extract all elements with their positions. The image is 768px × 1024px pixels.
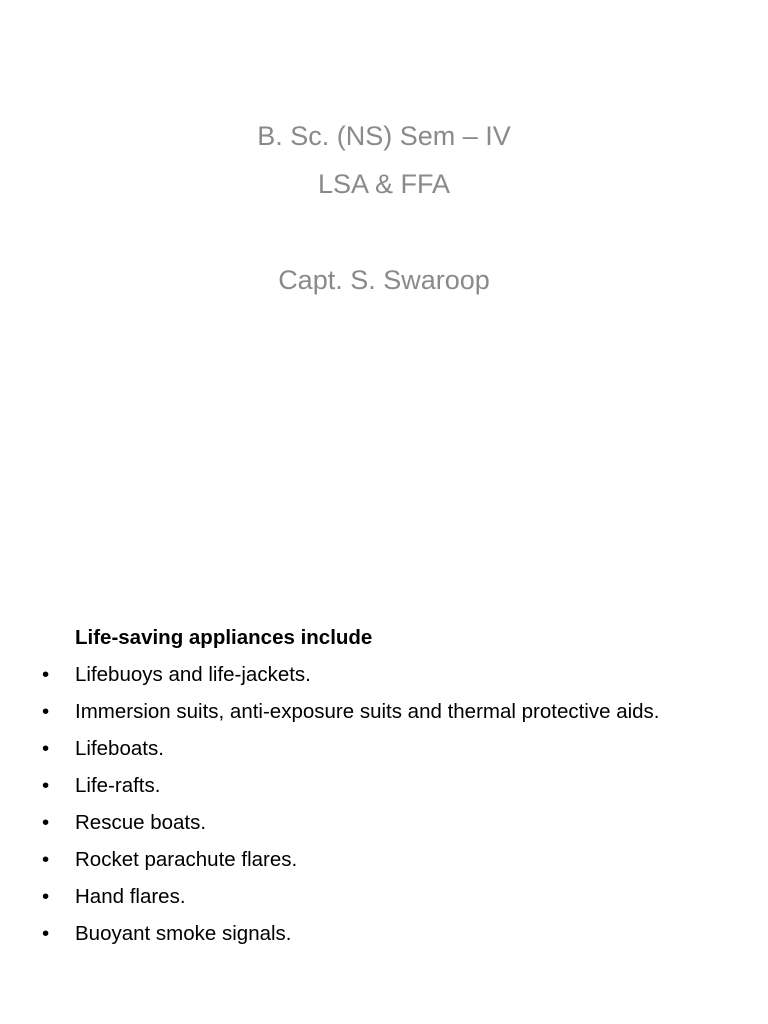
course-title: B. Sc. (NS) Sem – IV	[257, 121, 511, 151]
bullet-icon: •	[42, 811, 50, 834]
bullet-list	[42, 659, 732, 949]
title-slide	[0, 112, 768, 304]
content-slide	[42, 622, 732, 955]
list-item-text: Rocket parachute flares.	[75, 848, 298, 871]
list-item-text: Hand flares.	[75, 885, 186, 908]
title-spacer	[0, 208, 768, 256]
bullet-icon: •	[42, 848, 50, 871]
list-item-text: Immersion suits, anti-exposure suits and thermal protective aids.	[75, 700, 660, 723]
bullet-icon: •	[42, 885, 50, 908]
list-item	[42, 696, 732, 727]
list-item	[42, 918, 732, 949]
bullet-icon: •	[42, 663, 50, 686]
list-item	[42, 733, 732, 764]
bullet-icon: •	[42, 700, 50, 723]
bullet-icon: •	[42, 774, 50, 797]
list-item-text: Rescue boats.	[75, 811, 207, 834]
bullet-icon: •	[42, 737, 50, 760]
section-heading: Life-saving appliances include	[75, 626, 373, 649]
list-item	[42, 807, 732, 838]
list-item-text: Lifebuoys and life-jackets.	[75, 663, 311, 686]
list-item	[42, 881, 732, 912]
list-item-text: Buoyant smoke signals.	[75, 922, 292, 945]
bullet-icon: •	[42, 922, 50, 945]
list-item	[42, 770, 732, 801]
author-name: Capt. S. Swaroop	[278, 265, 490, 295]
subject-title: LSA & FFA	[317, 169, 451, 199]
list-item	[42, 659, 732, 690]
list-item-text: Life-rafts.	[75, 774, 161, 797]
list-item-text: Lifeboats.	[75, 737, 164, 760]
list-item	[42, 844, 732, 875]
